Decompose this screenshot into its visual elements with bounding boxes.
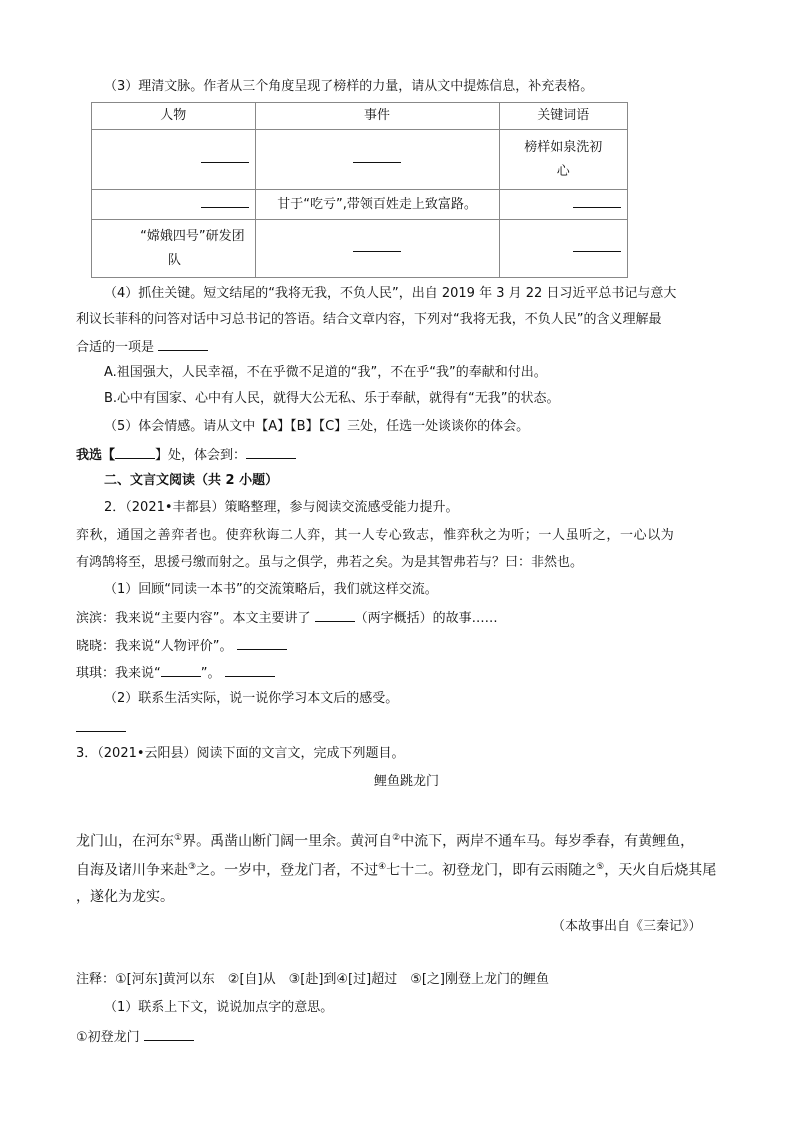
answer-blank[interactable] xyxy=(201,150,249,163)
q2-2-text: （2）联系生活实际，说一说你学习本文后的感受。 xyxy=(104,691,399,706)
q5-text: （5）体会情感。请从文中【A】【B】【C】三处，任选一处谈谈你的体会。 xyxy=(104,419,530,434)
table-cell-blank[interactable] xyxy=(255,220,499,278)
dialog-text: （两字概括）的故事…… xyxy=(354,611,498,626)
q4-text: （4）抓住关键。短文结尾的“我将无我，不负人民”，出自 2019 年 3 月 22 日习近平总书记与意大 xyxy=(104,286,677,301)
passage-text: 中流下，两岸不通车马。每岁季春，有黄鲤鱼， xyxy=(400,833,695,850)
q3-title: （3）理清文脉。作者从三个角度呈现了榜样的力量，请从文中提炼信息，补充表格。 xyxy=(104,79,594,94)
answer-blank[interactable] xyxy=(237,636,287,650)
answer-blank[interactable] xyxy=(573,239,621,252)
note-mark: ① xyxy=(174,833,183,843)
table-header-row xyxy=(92,103,628,130)
dialog-text: 琪琪：我来说“ xyxy=(76,666,161,681)
table-header: 人物 xyxy=(92,103,256,130)
table-header: 关键词语 xyxy=(499,103,627,130)
keyword-text: 榜样如泉洗初 xyxy=(524,139,603,155)
q4-question xyxy=(76,337,208,357)
answer-blank[interactable] xyxy=(201,195,249,208)
xiaoxiao-line xyxy=(76,636,287,656)
answer-blank[interactable] xyxy=(225,663,275,677)
binbin-line xyxy=(76,608,498,628)
option-b[interactable]: B.心中有国家、心中有人民，就得大公无私、乐于奉献，就得有“无我”的状态。 xyxy=(104,391,560,406)
annotations: 注释：①[河东]黄河以东 ②[自]从 ③[赴]到④[过]超过 ⑤[之]刚登上龙门的鲤鱼 xyxy=(76,972,549,987)
keyword-text: 心 xyxy=(556,163,570,179)
passage-text: ，天火自后烧其尾 xyxy=(604,862,717,879)
note-mark: ② xyxy=(392,833,401,843)
table-cell-blank[interactable] xyxy=(255,130,499,190)
q3-1-text: （1）联系上下文，说说加点字的意思。 xyxy=(104,1000,334,1015)
note-mark: ④ xyxy=(378,862,387,872)
passage-text: ，遂化为龙实。 xyxy=(76,889,174,905)
passage-text: 有鸿鹄将至，思援弓缴而射之。虽与之俱学，弗若之矣。为是其智弗若与？曰：非然也。 xyxy=(76,555,584,570)
table-cell-blank[interactable] xyxy=(499,190,627,220)
question-3-heading: 3．（2021•云阳县）阅读下面的文言文，完成下列题目。 xyxy=(76,746,405,761)
passage-text xyxy=(76,829,694,851)
answer-blank[interactable] xyxy=(353,150,401,163)
answer-blank[interactable] xyxy=(115,445,155,459)
passage-text: 龙门山，在河东 xyxy=(76,833,174,850)
section-heading: 二、文言文阅读（共 2 小题） xyxy=(104,473,279,488)
passage-text: 弈秋，通国之善弈者也。使弈秋诲二人弈，其一人专心致志，惟弈秋之为听；一人虽听之，一心以为 xyxy=(76,528,675,543)
info-table xyxy=(91,102,628,278)
table-header: 事件 xyxy=(255,103,499,130)
source-note: （本故事出自《三秦记》） xyxy=(552,919,702,934)
table-cell xyxy=(92,220,256,278)
table-cell: 甘于“吃亏”,带领百姓走上致富路。 xyxy=(255,190,499,220)
table-cell-blank[interactable] xyxy=(92,190,256,220)
q5-answer-line xyxy=(76,445,296,465)
answer-blank[interactable] xyxy=(161,663,201,677)
person-text: “嫦娥四号”研发团 xyxy=(140,228,245,244)
person-text: 队 xyxy=(168,252,182,268)
note-mark: ⑤ xyxy=(596,862,605,872)
passage-text: 界。禹凿山断门阔一里余。黄河自 xyxy=(182,833,393,850)
passage-text: 自海及诸川争来赴 xyxy=(76,862,188,879)
q3-1-1-line xyxy=(76,1027,194,1047)
answer-blank[interactable] xyxy=(315,608,355,622)
q2-1-text: （1）回顾“同读一本书”的交流策略后，我们就这样交流。 xyxy=(104,582,438,597)
q5-feel-label: 】处，体会到： xyxy=(155,448,247,463)
table-cell xyxy=(499,130,627,190)
table-row xyxy=(92,130,628,190)
answer-blank[interactable] xyxy=(158,337,208,351)
table-row xyxy=(92,190,628,220)
passage-text: 七十二。初登龙门，即有云雨随之 xyxy=(386,862,597,879)
dialog-text: ”。 xyxy=(200,666,221,681)
q5-choose-label: 我选【 xyxy=(76,448,116,463)
answer-blank[interactable] xyxy=(573,195,621,208)
passage-text: 之。一岁中，登龙门者，不过 xyxy=(196,862,379,879)
table-row xyxy=(92,220,628,278)
dialog-text: 滨滨：我来说“主要内容”。本文主要讲了 xyxy=(76,611,311,626)
answer-blank[interactable] xyxy=(246,445,296,459)
table-cell-blank[interactable] xyxy=(499,220,627,278)
answer-blank[interactable] xyxy=(353,239,401,252)
answer-blank-line[interactable] xyxy=(76,718,126,738)
answer-blank[interactable] xyxy=(144,1027,194,1041)
q3-item: ①初登龙门 xyxy=(76,1030,140,1045)
q4-text: 利议长菲科的问答对话中习总书记的答语。结合文章内容，下列对“我将无我，不负人民”的含义理解最 xyxy=(76,312,662,327)
passage-title: 鲤鱼跳龙门 xyxy=(374,774,440,789)
dialog-text: 晓晓：我来说“人物评价”。 xyxy=(76,639,233,654)
answer-blank[interactable] xyxy=(76,718,126,732)
passage-text xyxy=(76,858,716,880)
qiqi-line xyxy=(76,663,275,683)
option-a[interactable]: A.祖国强大，人民幸福，不在乎微不足道的“我”，不在乎“我”的奉献和付出。 xyxy=(104,365,547,380)
table-cell-blank[interactable] xyxy=(92,130,256,190)
q4-text: 合适的一项是 xyxy=(76,340,155,355)
question-2-heading: 2．（2021•丰都县）策略整理，参与阅读交流感受能力提升。 xyxy=(104,500,459,515)
note-mark: ③ xyxy=(188,862,197,872)
